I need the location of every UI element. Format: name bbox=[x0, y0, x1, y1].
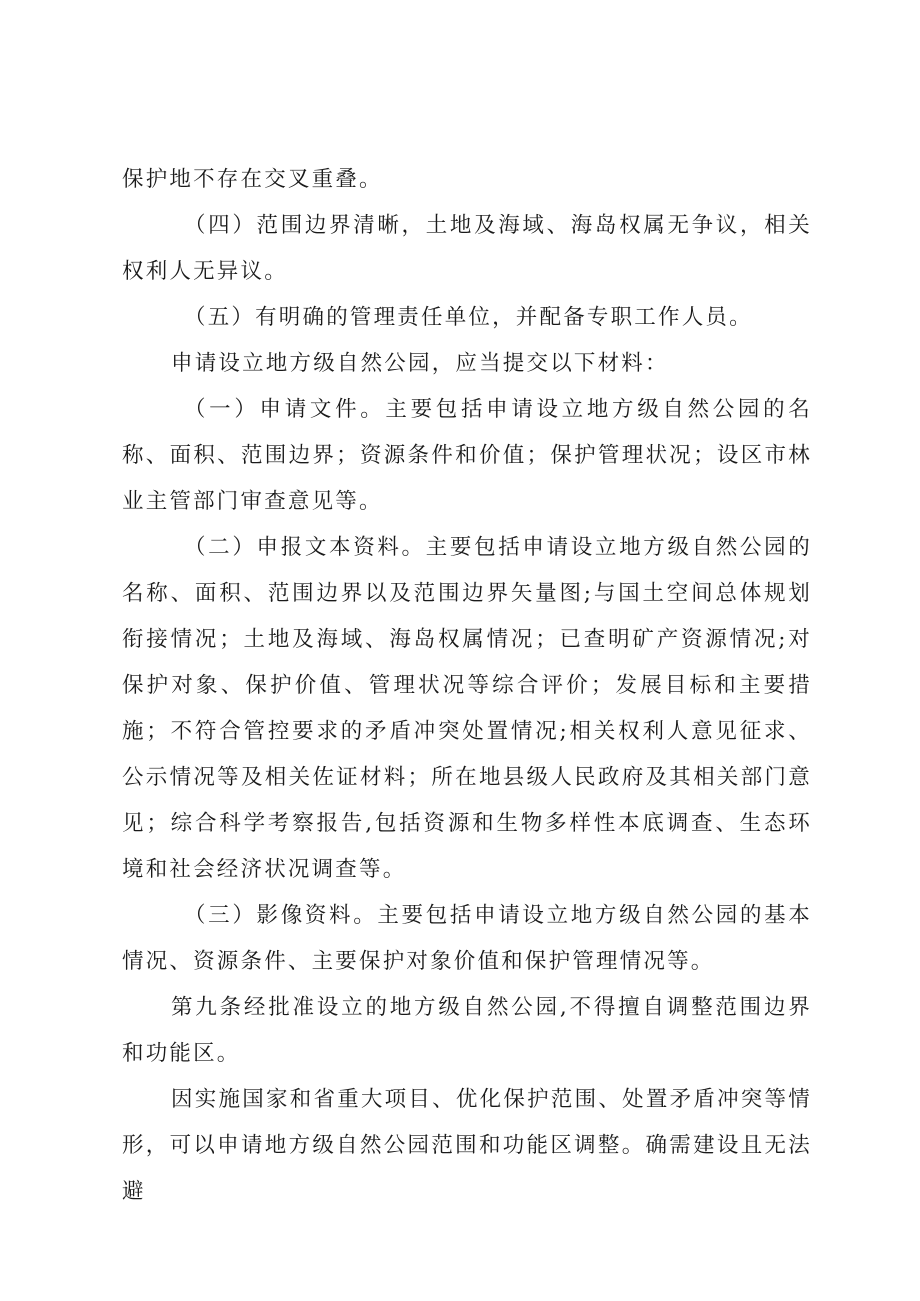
paragraph-item-5: （五）有明确的管理责任单位，并配备专职工作人员。 bbox=[184, 305, 753, 330]
paragraph-continuation: 保护地不存在交叉重叠。 bbox=[122, 167, 383, 192]
paragraph-material-1: （一）申请文件。主要包括申请设立地方级自然公园的名称、面积、范围边界；资源条件和价值；保护管理状况；设区市林业主管部门审查意见等。 bbox=[122, 397, 812, 514]
document-page bbox=[122, 157, 812, 1215]
paragraph-adjustment: 因实施国家和省重大项目、优化保护范围、处置矛盾冲突等情形，可以申请地方级自然公园范围和功能区调整。确需建设且无法避 bbox=[122, 1087, 812, 1204]
paragraph-material-2: （二）申报文本资料。主要包括申请设立地方级自然公园的名称、面积、范围边界以及范围边界矢量图;与国土空间总体规划衔接情况；土地及海域、海岛权属情况；已查明矿产资源情况;对保护对象、保护价值、管理状况等综合评价；发展目标和主要措施；不符合管控要求的矛盾冲突处置情况;相关权利人意见征求、公示情况等及相关佐证材料；所在地县级人民政府及其相关部门意见；综合科学考察报告,包括资源和生物多样性本底调查、生态环境和社会经济状况调查等。 bbox=[122, 535, 812, 882]
paragraph-material-3: （三）影像资料。主要包括申请设立地方级自然公园的基本情况、资源条件、主要保护对象价值和保护管理情况等。 bbox=[122, 903, 812, 974]
paragraph-materials-intro: 申请设立地方级自然公园，应当提交以下材料： bbox=[171, 351, 669, 376]
paragraph-article-9: 第九条经批准设立的地方级自然公园,不得擅自调整范围边界和功能区。 bbox=[122, 995, 812, 1066]
paragraph-item-4: （四）范围边界清晰，土地及海域、海岛权属无争议，相关权利人无异议。 bbox=[122, 213, 812, 284]
